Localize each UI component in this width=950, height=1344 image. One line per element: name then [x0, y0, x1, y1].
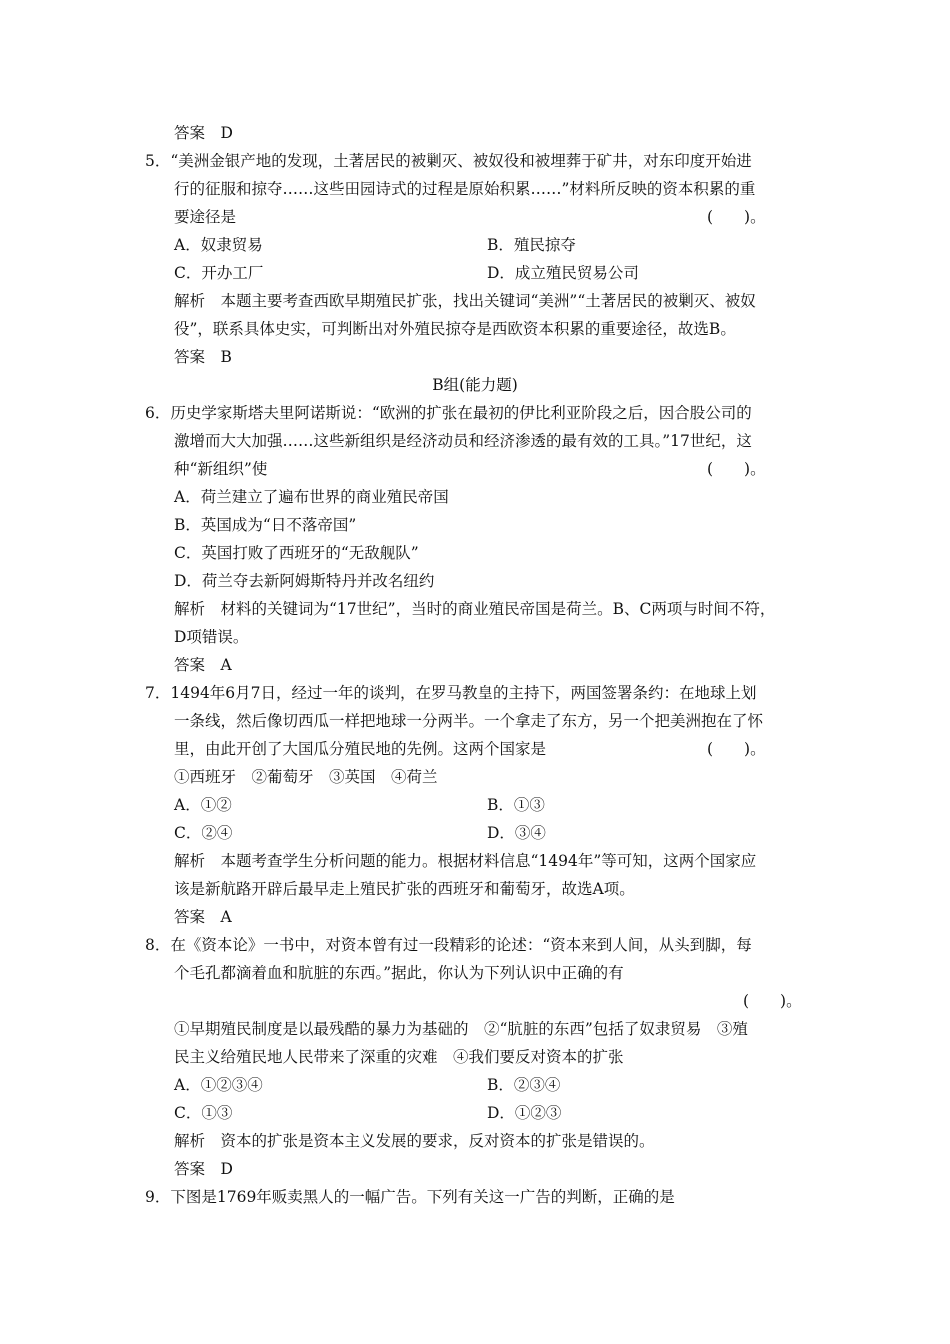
question-6-option-c: C．英国打败了西班牙的“无敌舰队” [174, 544, 419, 562]
question-6-line-3: 种“新组织”使 [174, 460, 268, 478]
group-b-heading: B组(能力题) [432, 376, 518, 394]
question-7-line-2: 一条线，然后像切西瓜一样把地球一分两半。一个拿走了东方，另一个把美洲抱在了怀 [174, 712, 764, 730]
question-7-option-d: D．③④ [487, 824, 546, 842]
question-5-line-1: 5．“美洲金银产地的发现，土著居民的被剿灭、被奴役和被埋葬于矿井，对东印度开始进 [145, 152, 752, 170]
question-5-analysis-2: 役”，联系具体史实，可判断出对外殖民掠夺是西欧资本积累的重要途径，故选B。 [174, 320, 736, 338]
question-7-option-b: B．①③ [487, 796, 545, 814]
question-7-option-c: C．②④ [174, 824, 233, 842]
answer-6: 答案 A [174, 656, 232, 674]
answer-4: 答案 D [174, 124, 233, 142]
answer-7: 答案 A [174, 908, 232, 926]
answer-8: 答案 D [174, 1160, 233, 1178]
question-6-analysis-1: 解析 材料的关键词为“17世纪”，当时的商业殖民帝国是荷兰。B、C两项与时间不符， [174, 600, 776, 618]
question-8-items-2: 民主义给殖民地人民带来了深重的灾难 ④我们要反对资本的扩张 [174, 1048, 624, 1066]
question-5-line-2: 行的征服和掠夺……这些田园诗式的过程是原始积累……”材料所反映的资本积累的重 [174, 180, 756, 198]
question-5-option-b: B．殖民掠夺 [487, 236, 576, 254]
question-6-option-b: B．英国成为“日不落帝国” [174, 516, 357, 534]
question-7-items: ①西班牙 ②葡萄牙 ③英国 ④荷兰 [174, 768, 438, 786]
question-6-option-a: A．荷兰建立了遍布世界的商业殖民帝国 [174, 488, 449, 506]
question-5-option-a: A．奴隶贸易 [174, 236, 263, 254]
question-5-option-d: D．成立殖民贸易公司 [487, 264, 639, 282]
question-5-line-3: 要途径是 [174, 208, 237, 226]
question-6-line-1: 6．历史学家斯塔夫里阿诺斯说：“欧洲的扩张在最初的伊比利亚阶段之后，因合股公司的 [145, 404, 752, 422]
question-7-analysis-2: 该是新航路开辟后最早走上殖民扩张的西班牙和葡萄牙，故选A项。 [174, 880, 635, 898]
question-7-option-a: A．①② [174, 796, 232, 814]
question-8-items-1: ①早期殖民制度是以最残酷的暴力为基础的 ②“肮脏的东西”包括了奴隶贸易 ③殖 [174, 1020, 748, 1038]
answer-5: 答案 B [174, 348, 232, 366]
question-8-line-1: 8．在《资本论》一书中，对资本曾有过一段精彩的论述：“资本来到人间，从头到脚，每 [145, 936, 752, 954]
question-6-blank: ( )。 [707, 460, 766, 478]
question-8-line-2: 个毛孔都滴着血和肮脏的东西。”据此，你认为下列认识中正确的有 [174, 964, 624, 982]
question-9-line-1: 9．下图是1769年贩卖黑人的一幅广告。下列有关这一广告的判断，正确的是 [145, 1188, 675, 1206]
question-7-analysis-1: 解析 本题考查学生分析问题的能力。根据材料信息“1494年”等可知，这两个国家应 [174, 852, 757, 870]
question-7-line-1: 7．1494年6月7日，经过一年的谈判，在罗马教皇的主持下，两国签署条约：在地球上划 [145, 684, 757, 702]
question-5-option-c: C．开办工厂 [174, 264, 264, 282]
question-8-option-c: C．①③ [174, 1104, 233, 1122]
question-7-line-3: 里，由此开创了大国瓜分殖民地的先例。这两个国家是 [174, 740, 547, 758]
question-6-analysis-2: D项错误。 [174, 628, 249, 646]
question-6-option-d: D．荷兰夺去新阿姆斯特丹并改名纽约 [174, 572, 435, 590]
question-6-line-2: 激增而大大加强……这些新组织是经济动员和经济渗透的最有效的工具。”17世纪，这 [174, 432, 752, 450]
question-8-option-b: B．②③④ [487, 1076, 561, 1094]
question-7-blank: ( )。 [707, 740, 766, 758]
question-5-analysis-1: 解析 本题主要考查西欧早期殖民扩张，找出关键词“美洲”“土著居民的被剿灭、被奴 [174, 292, 756, 310]
question-8-option-d: D．①②③ [487, 1104, 562, 1122]
question-5-blank: ( )。 [707, 208, 766, 226]
question-8-option-a: A．①②③④ [174, 1076, 263, 1094]
question-8-analysis: 解析 资本的扩张是资本主义发展的要求，反对资本的扩张是错误的。 [174, 1132, 655, 1150]
question-8-blank: ( )。 [743, 992, 802, 1010]
